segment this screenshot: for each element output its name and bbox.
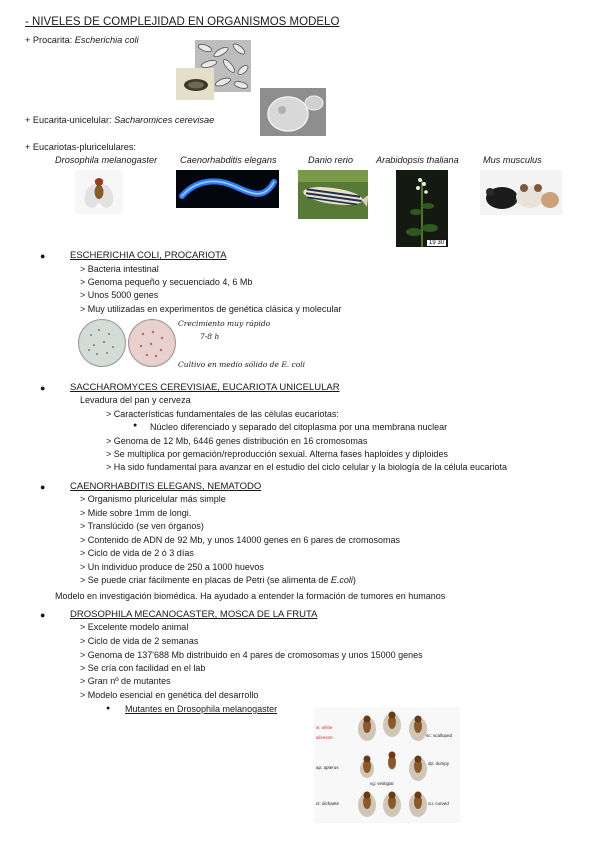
- petri-dish-image-2: [128, 319, 176, 367]
- celegans-item: > Translúcido (se ven órganos): [80, 521, 204, 531]
- bullet-marker: ●: [40, 383, 46, 393]
- celegans-note: Modelo en investigación biomédica. Ha ayudado a entender la formación de tumores en humanos: [55, 591, 446, 601]
- drosophila-item: > Ciclo de vida de 2 semanas: [80, 636, 199, 646]
- bullet-marker: ●: [133, 422, 138, 429]
- ecoli-note-culture-organism: E. coli: [281, 360, 306, 369]
- procarita-organism: Escherichia coli: [74, 35, 139, 45]
- mutant-label: ap: apterus: [316, 765, 339, 770]
- bullet-marker: ●: [106, 705, 111, 712]
- drosophila-heading: DROSOPHILA MECANOCASTER, MOSCA DE LA FRUTA: [70, 609, 318, 620]
- celegans-item: > Organismo pluricelular más simple: [80, 494, 226, 504]
- eucariotas-label: + Eucariotas-pluricelulares:: [25, 142, 137, 152]
- yeast-heading: SACCHAROMYCES CEREVISIAE, EUCARIOTA UNICELULAR: [70, 382, 340, 393]
- yeast-item: > Ha sido fundamental para avanzar en el estudio del ciclo celular y la biología de la célula eucariota: [106, 462, 507, 472]
- ecoli-item: > Bacteria intestinal: [80, 264, 159, 274]
- procarita-label: + Procarita:: [25, 35, 75, 45]
- petri-dish-image-1: [78, 319, 126, 367]
- ecoli-note-time: 7-8 h: [200, 332, 220, 341]
- ecoli-item: > Genoma pequeño y secuenciado 4, 6 Mb: [80, 277, 253, 287]
- drosophila-item: > Modelo esencial en genética del desarrollo: [80, 690, 259, 700]
- ecoli-note-culture-text: Cultivo en medio sólido de: [178, 360, 282, 369]
- organism-label-danio: Danio rerio: [308, 155, 353, 165]
- mus-image: [480, 170, 562, 215]
- mutant-label: cu: curved: [428, 801, 449, 806]
- eucarita-organism: Sacharomices cerevisae: [114, 115, 215, 125]
- yeast-subitem: Núcleo diferenciado y separado del citoplasma por una membrana nuclear: [150, 422, 448, 432]
- drosophila-item: > Excelente modelo animal: [80, 622, 189, 632]
- eucarita-label: + Eucarita-unicelular:: [25, 115, 115, 125]
- organism-label-mus: Mus musculus: [483, 155, 542, 165]
- mutant-label: alivestre: [316, 735, 333, 740]
- danio-image: [298, 170, 368, 219]
- organism-label-drosophila: Drosophila melanogaster: [55, 155, 158, 165]
- procarita-line: [25, 35, 139, 45]
- celegans-item: > Un individuo produce de 250 a 1000 huevos: [80, 562, 264, 572]
- celegans-heading: CAENORHABDITIS ELEGANS, NEMATODO: [70, 481, 262, 492]
- yeast-image: [260, 88, 326, 136]
- celegans-item: > Contenido de ADN de 92 Mb, y unos 14000 genes en 6 pares de cromosomas: [80, 535, 400, 545]
- ecoli-heading: ESCHERICHIA COLI, PROCARIOTA: [70, 250, 227, 261]
- bullet-marker: ●: [40, 251, 46, 261]
- bullet-marker: ●: [40, 482, 46, 492]
- celegans-item-petri: [80, 575, 356, 586]
- bullet-marker: ●: [40, 610, 46, 620]
- drosophila-subheading: Mutantes en Drosophila melanogaster: [125, 704, 278, 714]
- ecoli-cell-image: [176, 68, 214, 100]
- celegans-petri-organism: E.coli: [330, 575, 353, 585]
- drosophila-item: > Gran nº de mutantes: [80, 676, 171, 686]
- page-title: - NIVELES DE COMPLEJIDAD EN ORGANISMOS MODELO: [25, 16, 340, 28]
- arabidopsis-image: [396, 170, 448, 247]
- ecoli-note-growth: Crecimiento muy rápido: [178, 319, 271, 328]
- ecoli-note-culture: [178, 360, 305, 369]
- celegans-item: > Mide sobre 1mm de longi.: [80, 508, 192, 518]
- celegans-item: > Ciclo de vida de 2 ó 3 días: [80, 548, 194, 558]
- mutant-label: sc: scalloped: [426, 733, 453, 738]
- drosophila-mutants-image: [314, 707, 460, 823]
- mutant-label: w: white: [316, 725, 333, 730]
- plant-badge: 19 30: [428, 240, 444, 246]
- drosophila-image: [75, 170, 123, 214]
- celegans-petri-text: > Se puede criar fácilmente en placas de Petri (se alimenta de: [80, 575, 331, 585]
- organism-label-arabidopsis: Arabidopsis thaliana: [376, 155, 459, 165]
- drosophila-item: > Se cría con facilidad en el lab: [80, 663, 206, 673]
- celegans-petri-suffix: ): [352, 575, 356, 585]
- mutant-label: vg: vestigial: [370, 781, 394, 786]
- mutant-label: dp: dumpy: [428, 761, 450, 766]
- celegans-image: [176, 170, 279, 208]
- yeast-item: > Se multiplica por gemación/reproducción sexual. Alterna fases haploides y diploides: [106, 449, 448, 459]
- ecoli-item: > Unos 5000 genes: [80, 290, 159, 300]
- organism-label-celegans: Caenorhabditis elegans: [180, 155, 277, 165]
- yeast-item: > Genoma de 12 Mb, 6446 genes distribución en 16 cromosomas: [106, 436, 368, 446]
- yeast-intro: Levadura del pan y cerveza: [80, 395, 191, 405]
- yeast-item: > Características fundamentales de las células eucariotas:: [106, 409, 339, 419]
- drosophila-item: > Genoma de 137'688 Mb distribuido en 4 pares de cromosomas y unos 15000 genes: [80, 650, 423, 660]
- ecoli-item: > Muy utilizadas en experimentos de genética clásica y molecular: [80, 304, 342, 314]
- eucarita-line: [25, 115, 214, 125]
- mutant-label: ct: dichaete: [316, 801, 340, 806]
